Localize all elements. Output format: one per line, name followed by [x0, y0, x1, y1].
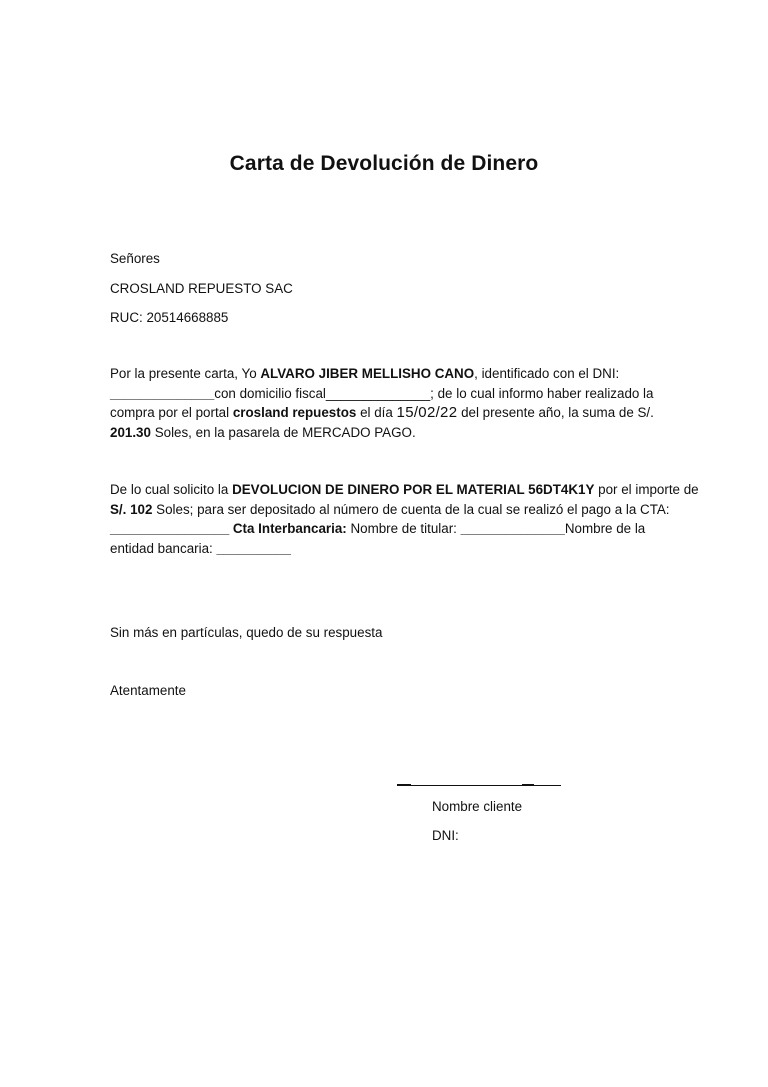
customer-name: ALVARO JIBER MELLISHO CANO: [260, 366, 475, 381]
text-segment: entidad bancaria:: [110, 540, 217, 556]
address-blank: ______________: [325, 385, 431, 401]
signature-line: [397, 785, 561, 786]
recipient-company: CROSLAND REPUESTO SAC: [110, 281, 293, 296]
purchase-line-3: [110, 403, 662, 423]
closing-regards: Atentamente: [110, 683, 186, 698]
purchase-line-2: [110, 384, 662, 404]
refund-line-3: [110, 519, 662, 539]
recipient-ruc: RUC: 20514668885: [110, 310, 229, 325]
closing-line: Sin más en partículas, quedo de su respuesta: [110, 625, 383, 640]
refund-paragraph: [110, 480, 699, 558]
recipient-greeting: Señores: [110, 251, 160, 266]
text-segment: De lo cual solicito la: [110, 482, 233, 497]
text-segment: ; de lo cual informo haber realizado la: [430, 385, 654, 401]
purchase-line-4: [110, 423, 662, 443]
refund-line-2: [110, 500, 670, 520]
purchase-amount: 201.30: [110, 424, 151, 440]
refund-amount: S/. 102: [110, 501, 153, 517]
text-segment: Soles; para ser depositado al número de cuenta de la cual se realizó el pago a la CTA:: [152, 501, 670, 517]
text-segment: con domicilio fiscal: [214, 385, 326, 401]
text-segment: el día: [356, 405, 397, 420]
refund-line-4: [110, 539, 662, 559]
text-segment: Soles, en la pasarela de MERCADO PAGO.: [150, 424, 416, 440]
cta-label: Cta Interbancaria:: [229, 521, 347, 536]
purchase-date: 15/02/22: [396, 404, 458, 421]
text-segment: por el importe de: [594, 482, 699, 497]
document-title: Carta de Devolución de Dinero: [229, 152, 539, 175]
refund-request: DEVOLUCION DE DINERO POR EL MATERIAL 56DT4K1Y: [232, 482, 595, 497]
refund-line-1: [110, 480, 699, 500]
text-segment: Nombre de titular:: [346, 521, 461, 536]
bank-blank: __________: [216, 540, 291, 556]
text-segment: compra por el portal: [110, 405, 233, 420]
purchase-paragraph: [110, 364, 662, 442]
signature-name-label: Nombre cliente: [432, 799, 523, 814]
text-segment: del presente año, la suma de S/.: [457, 405, 654, 420]
text-segment: , identificado con el DNI:: [474, 366, 620, 381]
portal-name: crosland repuestos: [232, 405, 357, 420]
text-segment: Nombre de la: [564, 521, 646, 536]
cta-blank: ________________: [110, 521, 230, 536]
holder-blank: ______________: [460, 521, 565, 536]
text-segment: Por la presente carta, Yo: [110, 366, 261, 381]
purchase-line-1: [110, 364, 662, 384]
signature-dni-label: DNI:: [432, 828, 459, 843]
dni-blank: ______________: [110, 385, 215, 401]
